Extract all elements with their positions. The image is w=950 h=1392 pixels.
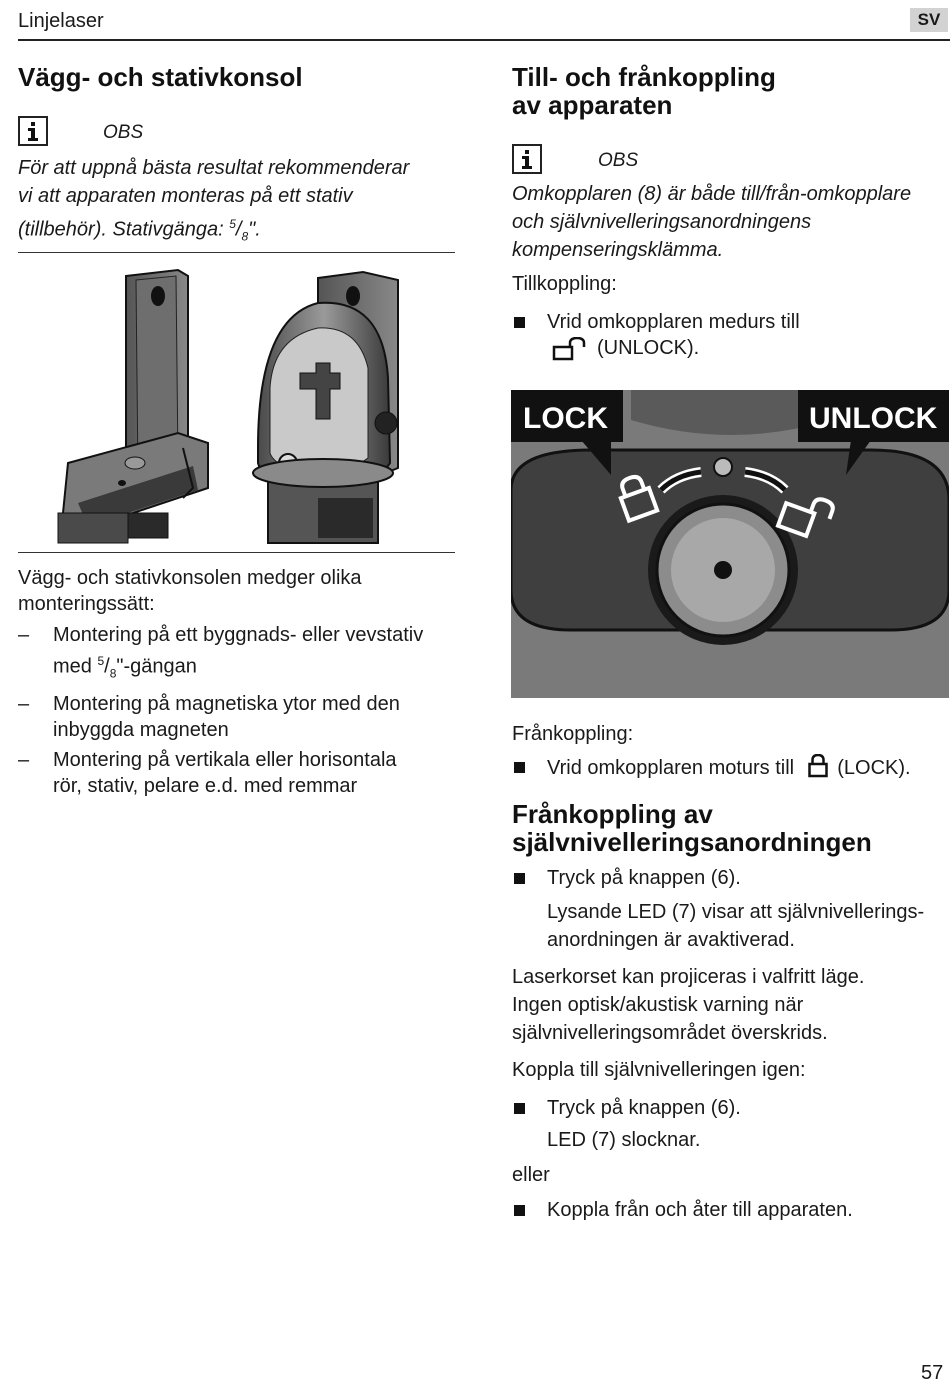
mounting-list — [18, 622, 458, 799]
lock-label: LOCK — [523, 402, 608, 435]
note-text: Omkopplaren (8) är både till/från-omkopplare och självnivelleringsanordningens kompenseringsklämma. — [512, 183, 912, 261]
lock-icon — [808, 754, 828, 785]
laser-paragraph: Laserkorset kan projiceras i valfritt läge. Ingen optisk/akustisk varning när självnivelleringsområdet överskrids. — [512, 966, 865, 1044]
led-on-text: Lysande LED (7) visar att självnivellerings- anordningen är avaktiverad. — [547, 901, 925, 951]
section-heading-wall-bracket: Vägg- och stativkonsol — [18, 62, 303, 92]
bullet — [514, 317, 525, 328]
section-heading-self-leveling: Frånkoppling av självnivelleringsanordningen — [512, 799, 872, 857]
bullet — [514, 762, 525, 773]
section-heading-on-off: Till- och frånkoppling av apparaten — [512, 62, 776, 120]
unlock-icon — [552, 337, 590, 368]
unlock-label: UNLOCK — [809, 402, 938, 435]
divider — [18, 252, 455, 253]
list-item: – Montering på ett byggnads- eller vevstativ med $^5/_8$"-gängan — [18, 624, 424, 681]
header-rule — [18, 39, 950, 41]
switch-off-label: Frånkoppling: — [512, 723, 634, 745]
language-badge: SV — [910, 8, 948, 32]
divider — [18, 552, 455, 553]
mounting-intro: Vägg- och stativkonsolen medger olika monteringssätt: — [18, 567, 362, 615]
list-item: – Montering på magnetiska ytor med den inbyggda magneten — [18, 692, 400, 741]
bullet — [514, 873, 525, 884]
reenable-label: Koppla till självnivelleringen igen: — [512, 1059, 806, 1081]
note-label: OBS — [103, 122, 144, 143]
switch-off-step: Vrid omkopplaren moturs till (LOCK). — [547, 754, 947, 785]
info-icon — [18, 116, 48, 146]
page-number: 57 — [921, 1362, 944, 1384]
step-press-button: Tryck på knappen (6). — [547, 867, 741, 889]
switch-illustration — [511, 390, 949, 698]
list-item: – Montering på vertikala eller horisontala rör, stativ, pelare e.d. med remmar — [18, 748, 397, 797]
note-text: För att uppnå bästa resultat rekommenderar vi att apparaten monteras på ett stativ (tillbehör). Stativgänga: $^5/_8$". — [18, 157, 410, 244]
step-restart: Koppla från och åter till apparaten. — [547, 1199, 853, 1221]
bullet — [514, 1103, 525, 1114]
running-header: Linjelaser — [18, 10, 104, 32]
note-label: OBS — [598, 150, 639, 171]
step-press-button-2: Tryck på knappen (6). — [547, 1097, 741, 1119]
info-icon — [512, 144, 542, 174]
switch-on-step: Vrid omkopplaren medurs till (UNLOCK). — [547, 309, 947, 361]
switch-on-label: Tillkoppling: — [512, 273, 617, 295]
led-off-text: LED (7) slocknar. — [547, 1129, 701, 1151]
bullet — [514, 1205, 525, 1216]
or-text: eller — [512, 1164, 550, 1186]
bracket-illustration — [18, 258, 455, 550]
